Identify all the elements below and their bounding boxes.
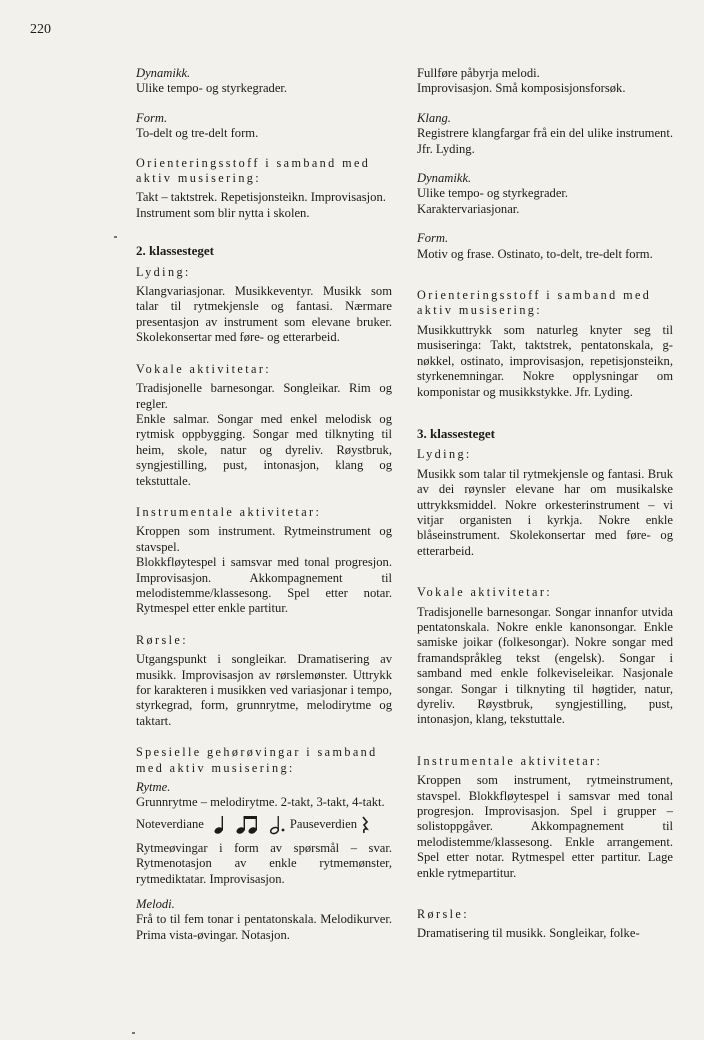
quarter-note-icon [214,815,226,835]
note-values-row [136,815,392,835]
body-text: Kroppen som instrument, rytmeinstrument, stavspel. Blokkfløytespel i samsvar med tonal progresjon. Improvisasjon. Spel i grupper – solistoppgåver. Akkompagnement til melodistemme/klassesong. Enkle arrangement. Spel etter notar. Rytmespel etter partitur. Lage enkle rytmepartitur. [417,773,673,880]
body-text: Kroppen som instrument. Rytmeinstrument og stavspel. [136,524,392,554]
section-heading: Instrumentale aktivitetar: [417,753,603,768]
pause-values-label: Pauseverdien [289,817,357,832]
section-heading: Vokale aktivitetar: [136,361,272,376]
body-text: Fullføre påbyrja melodi. [417,66,540,80]
dotted-half-note-icon [270,815,286,835]
body-text: Musikkuttrykk som naturleg knyter seg til musiseringa: Takt, taktstrek, pentatonskala, g-nøkkel, ostinato, improvisasjon, repetisjonsteikn, styrkenemningar. Nokre opplysningar om komponistar og musikkstykke. Jfr. Lyding. [417,322,673,399]
body-text: Improvisasjon. Små komposisjonsforsøk. [417,81,626,96]
body-text: Frå to til fem tonar i pentatonskala. Melodikurver. Prima vista-øvingar. Notasjon. [136,912,392,942]
grade-heading: 2. klassesteget [136,243,214,259]
section-heading: Orienteringsstoff i samband med aktiv musisering: [417,288,652,318]
body-text: Enkle salmar. Songar med enkel melodisk og rytmisk oppbygging. Songar med tilknyting til heim, skole, natur og dyreliv. Røystbruk, syngjestilling, pust, intonasjon, klang og tekstuttale. [136,411,392,488]
grade-heading: 3. klassesteget [417,425,495,441]
subsection-label: Dynamikk. [417,171,472,186]
note-values-label: Noteverdiane [136,817,204,832]
section-heading: Instrumentale aktivitetar: [136,504,322,519]
body-text: Instrument som blir nytta i skolen. [136,205,310,220]
body-text: Klangvariasjonar. Musikkeventyr. Musikk som talar til rytmekjensle og fantasi. Nærmare presentasjon av instrument som elevane bruker. Skolekonsertar med føre- og etterarbeid. [136,284,392,345]
body-text: Grunnrytme – melodirytme. 2-takt, 3-takt, 4-takt. [136,795,385,810]
subsection-label: Dynamikk. [136,66,191,80]
left-column [136,66,392,957]
subsection-label: Form. [417,231,449,246]
section-heading: Vokale aktivitetar: [417,585,553,600]
quarter-rest-icon [361,816,369,834]
page-number: 220 [30,22,51,37]
subsection-label: Melodi. [136,897,175,912]
body-text: Motiv og frase. Ostinato, to-delt, tre-delt form. [417,246,653,261]
body-text: Dramatisering til musikk. Songleikar, folke- [417,926,640,941]
section-heading: Lyding: [136,264,191,279]
eighth-notes-icon [236,815,260,835]
section-heading: Rørsle: [417,907,470,922]
scan-speck [114,236,117,238]
section-heading: Lyding: [417,447,472,462]
right-column [417,66,673,956]
body-text: Rytmeøvingar i form av spørsmål – svar. Rytmenotasjon av enkle rytmemønster, rytmediktatar. Improvisasjon. [136,840,392,886]
subsection-label: Rytme. [136,780,171,795]
section-heading: Spesielle gehørøvingar i samband med aktiv musisering: [136,745,378,775]
body-text: To-delt og tre-delt form. [136,126,259,141]
body-text: Tradisjonelle barnesongar. Songleikar. Rim og regler. [136,381,392,411]
subsection-label: Klang. [417,110,451,125]
body-text: Ulike tempo- og styrkegrader. [417,186,569,201]
body-text: Ulike tempo- og styrkegrader. [136,81,288,96]
body-text: Musikk som talar til rytmekjensle og fantasi. Bruk av dei røynsler elevane har om musikalske uttrykksmiddel. Nokre orkesterinstrument – vi vitjar organisten i kyrkja. Nokre enkle blåseinstrument. Skolekonsertar med føre- og etterarbeid. [417,466,673,558]
section-heading: Orienteringsstoff i samband med aktiv musisering: [136,155,371,186]
body-text: Utgangspunkt i songleikar. Dramatisering av musikk. Improvisasjon av rørslemønster. Uttrykk for karakteren i musikken ved variasjonar i tempo, styrkegrad, form, grunnrytme, melodirytme og taktart. [136,652,392,728]
body-text: Registrere klangfargar frå ein del ulike instrument. Jfr. Lyding. [417,126,673,156]
scan-speck [132,1032,135,1034]
body-text: Tradisjonelle barnesongar. Songar innanfor utvida pentatonskala. Nokre enkle kanonsongar. Enkle samiske joikar (folkesongar). Nokre songar med framandspråkleg tekst (engelsk). Songar i samband med enkle folkeviseleikar. Nasjonale songar. Songar i tilknyting til høgtider, natur, dyreliv. Røystbruk, syngjestilling, pust, intonasjon, klang, tekstuttale. [417,604,673,727]
body-text: Blokkfløytespel i samsvar med tonal progresjon. Improvisasjon. Akkompagnement til melodistemme/klassesong. Spel etter notar. Rytmespel etter enkle partitur. [136,555,392,616]
subsection-label: Form. [136,110,168,125]
body-text: Takt – taktstrek. Repetisjonsteikn. Improvisasjon. [136,190,386,205]
body-text: Karaktervariasjonar. [417,201,520,216]
section-heading: Rørsle: [136,632,189,647]
